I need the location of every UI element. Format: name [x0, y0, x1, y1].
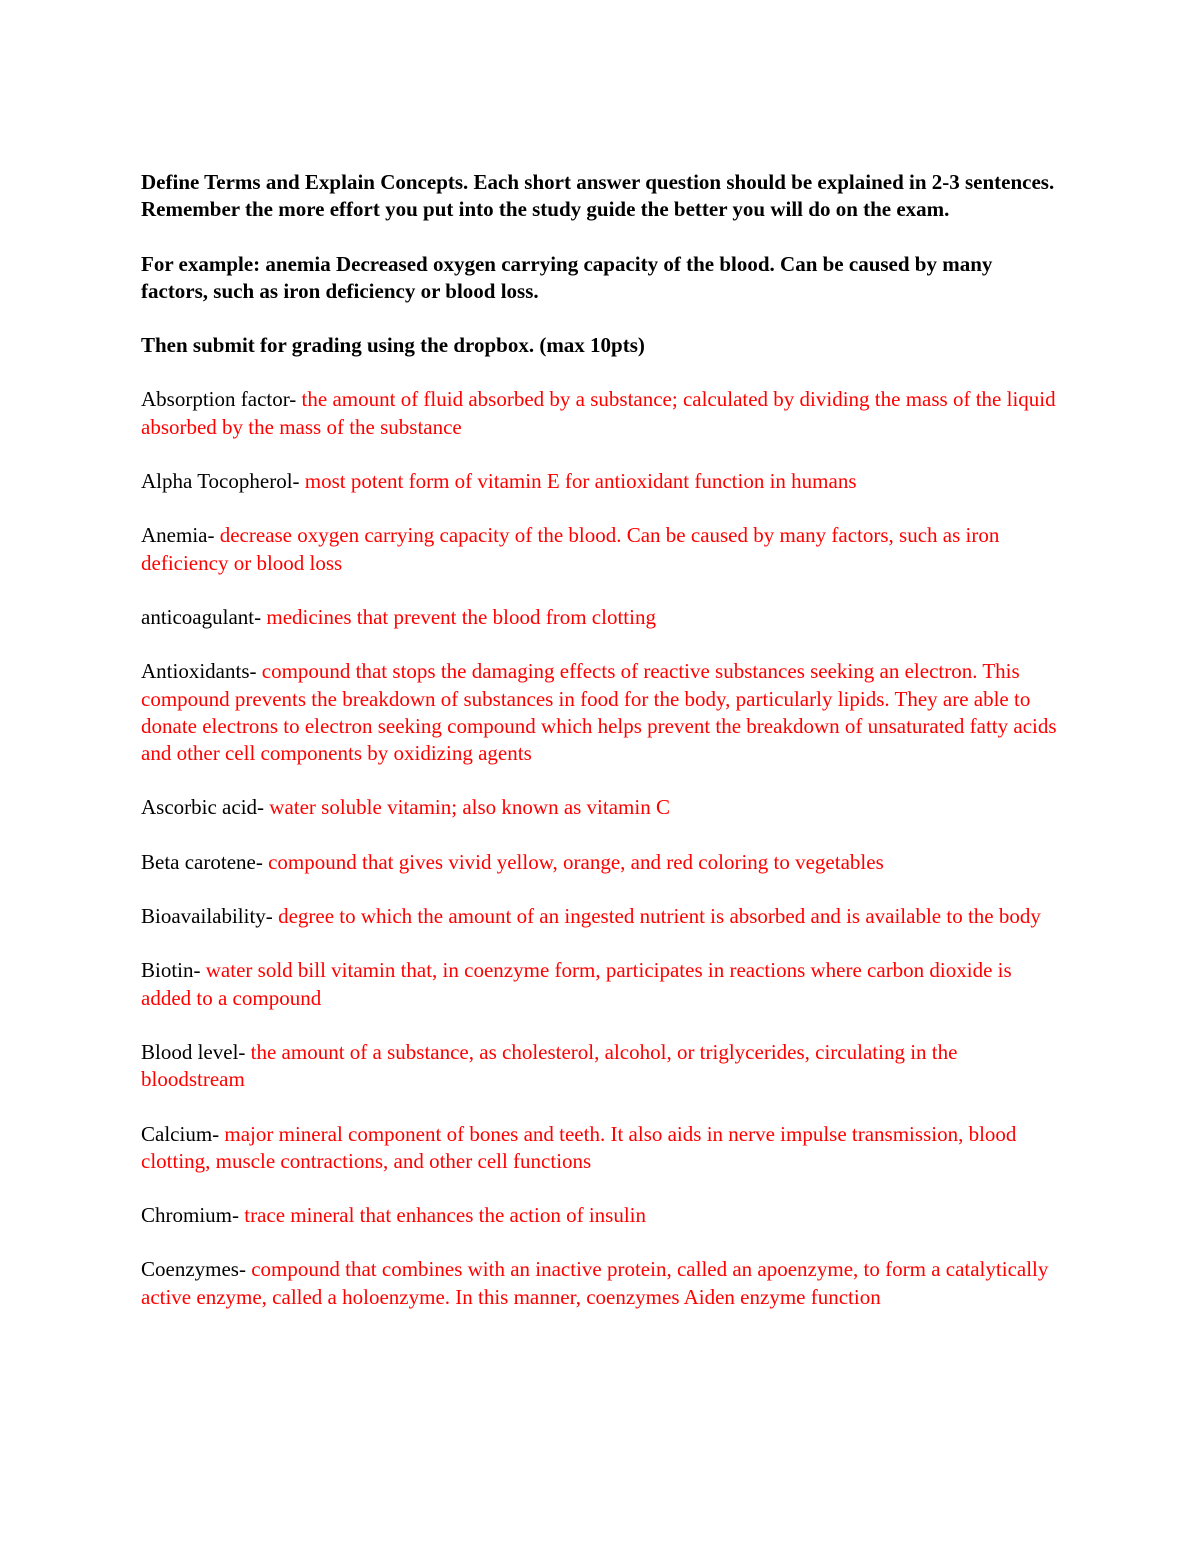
entry-definition: the amount of a substance, as cholesterol, alcohol, or triglycerides, circulating in the bloodstream [141, 1039, 958, 1092]
entry-definition: water soluble vitamin; also known as vitamin C [269, 795, 670, 820]
glossary-entry [141, 1202, 1061, 1229]
glossary-entry [141, 658, 1061, 767]
entry-term: Anemia- [141, 523, 220, 548]
entry-term: Coenzymes- [141, 1257, 252, 1282]
entry-definition: water sold bill vitamin that, in coenzyme form, participates in reactions where carbon dioxide is added to a compound [141, 958, 1012, 1010]
glossary-entry [141, 794, 1061, 821]
glossary-entry [141, 604, 1061, 631]
glossary-entry [141, 468, 1061, 495]
entry-term: Calcium- [141, 1121, 225, 1146]
entry-term: Antioxidants- [141, 659, 262, 684]
entry-term: anticoagulant- [141, 604, 267, 629]
glossary-entry [141, 386, 1061, 441]
entry-definition: compound that combines with an inactive protein, called an apoenzyme, to form a catalytically active enzyme, called a holoenzyme. In this manner, coenzymes Aiden enzyme function [141, 1257, 1049, 1309]
instructions-paragraph: Define Terms and Explain Concepts. Each short answer question should be explained in 2-3 sentences. Remember the more effort you put into the study guide the better you will do on the exam. [141, 170, 1055, 222]
entry-term: Ascorbic acid- [141, 795, 270, 820]
entry-term: Blood level- [141, 1039, 251, 1064]
entry-term: Biotin- [141, 958, 206, 983]
entry-definition: trace mineral that enhances the action of insulin [244, 1203, 647, 1228]
entry-definition: the amount of fluid absorbed by a substance; calculated by dividing the mass of the liquid absorbed by the mass of the substance [141, 387, 1056, 439]
submit-instructions: Then submit for grading using the dropbox. (max 10pts) [141, 333, 645, 358]
entry-definition: compound that stops the damaging effects of reactive substances seeking an electron. This compound prevents the breakdown of substances in food for the body, particularly lipids. They are able to donate electrons to electron seeking compound which helps prevent the breakdown of unsaturated fatty acids and other cell components by oxidizing agents [141, 659, 1057, 766]
glossary-entry [141, 903, 1061, 930]
entry-term: Chromium- [141, 1203, 245, 1228]
entry-definition: compound that gives vivid yellow, orange, and red coloring to vegetables [268, 849, 884, 874]
glossary-entry [141, 522, 1061, 577]
entry-term: Alpha Tocopherol- [141, 469, 305, 494]
entry-definition: major mineral component of bones and teeth. It also aids in nerve impulse transmission, blood clotting, muscle contractions, and other cell functions [141, 1121, 1017, 1173]
entry-term: Beta carotene- [141, 849, 269, 874]
glossary-entry [141, 1256, 1061, 1311]
glossary-entry [141, 1039, 1061, 1094]
entry-term: Bioavailability- [141, 904, 279, 929]
entry-definition: most potent form of vitamin E for antioxidant function in humans [304, 469, 857, 494]
document-page [141, 169, 1061, 1338]
glossary-entry [141, 849, 1061, 876]
glossary-entry [141, 1121, 1061, 1176]
glossary-entry [141, 957, 1061, 1012]
glossary-list [141, 386, 1061, 1311]
entry-definition: medicines that prevent the blood from clotting [266, 604, 656, 629]
entry-definition: decrease oxygen carrying capacity of the blood. Can be caused by many factors, such as iron deficiency or blood loss [141, 523, 1000, 575]
entry-definition: degree to which the amount of an ingested nutrient is absorbed and is available to the body [278, 904, 1041, 929]
example-paragraph: For example: anemia Decreased oxygen carrying capacity of the blood. Can be caused by many factors, such as iron deficiency or blood loss. [141, 251, 993, 303]
entry-term: Absorption factor- [141, 387, 302, 412]
